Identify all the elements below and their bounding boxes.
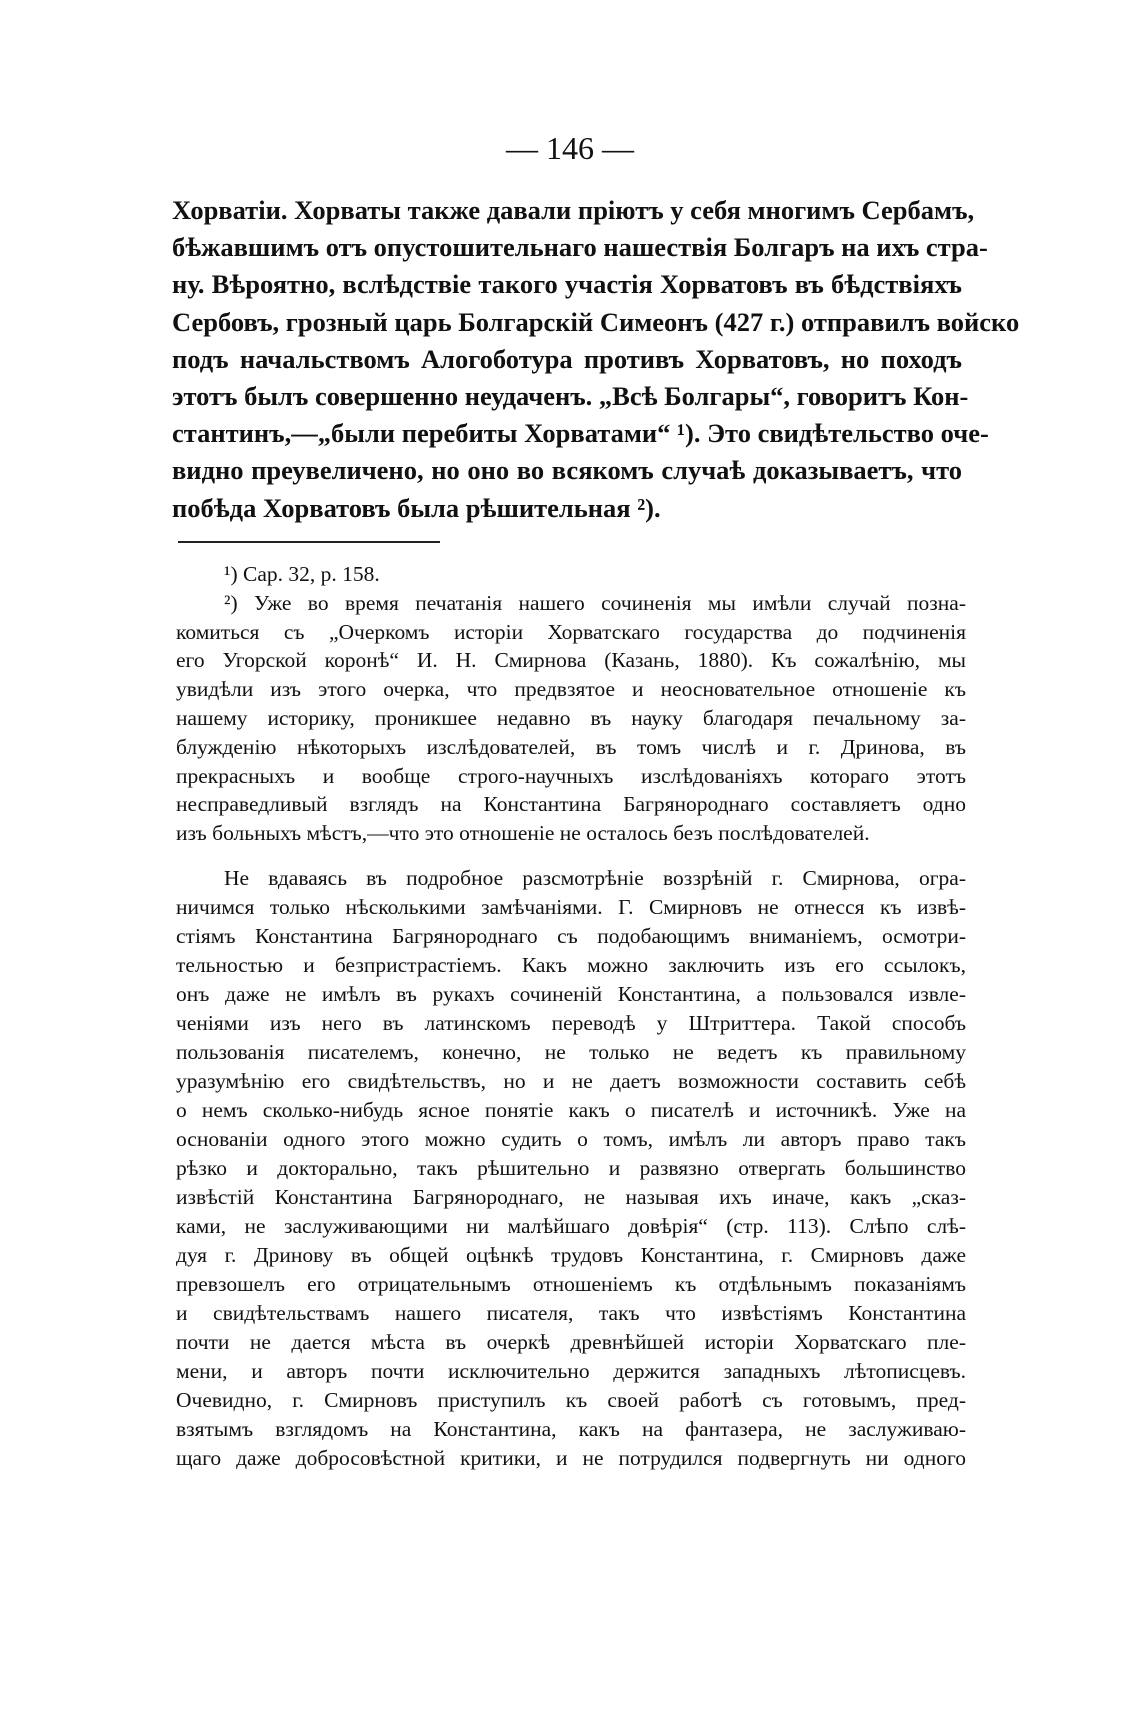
- main-text-line: бѣжавшимъ отъ опустошительнаго нашествія Болгаръ на ихъ стра-: [172, 232, 988, 263]
- main-text-line: побѣда Хорватовъ была рѣшительная ²).: [172, 492, 661, 523]
- footnote-2-line: увидѣли изъ этого очерка, что предвзятое и неосновательное отношеніе къ: [176, 677, 966, 702]
- continuation-line: рѣзко и докторально, такъ рѣшительно и развязно отвергать большинство: [176, 1156, 966, 1180]
- continuation-line: взятымъ взглядомъ на Константина, какъ на фантазера, не заслуживаю-: [176, 1417, 966, 1441]
- footnotes: [176, 560, 966, 848]
- continuation-line: извѣстій Константина Багрянороднаго, не называя ихъ иначе, какъ „сказ-: [176, 1185, 966, 1209]
- footnote-divider: [178, 541, 440, 543]
- main-text-line: Хорватіи. Хорваты также давали пріютъ у себя многимъ Сербамъ,: [172, 195, 975, 225]
- continuation-line: превзошелъ его отрицательнымъ отношеніемъ къ отдѣльнымъ показаніямъ: [176, 1272, 966, 1296]
- continuation-line: Очевидно, г. Смирновъ приступилъ къ своей работѣ съ готовымъ, пред-: [176, 1388, 966, 1412]
- continuation-line: стіямъ Константина Багрянороднаго съ подобающимъ вниманіемъ, осмотри-: [176, 924, 966, 948]
- continuation-line: мени, и авторъ почти исключительно держится западныхъ лѣтописцевъ.: [176, 1359, 966, 1383]
- continuation-line: уразумѣнію его свидѣтельствъ, но и не даетъ возможности составить себѣ: [176, 1069, 966, 1093]
- footnote-2-line: нашему историку, проникшее недавно въ науку благодаря печальному за-: [176, 705, 966, 730]
- footnote-continuation: [176, 864, 966, 1473]
- footnote-2-line: несправедливый взглядъ на Константина Багрянороднаго составляетъ одно: [176, 792, 966, 817]
- main-text: [172, 192, 1020, 527]
- continuation-line: ками, не заслуживающими ни малѣйшаго довѣрія“ (стр. 113). Слѣпо слѣ-: [176, 1214, 966, 1238]
- main-text-line: Сербовъ, грозный царь Болгарскій Симеонъ (427 г.) отправилъ войско: [172, 306, 1020, 337]
- main-text-line: подъ начальствомъ Алогоботура противъ Хорватовъ, но походъ: [172, 343, 962, 374]
- footnote-2-line: изъ больныхъ мѣстъ,—что это отношеніе не осталось безъ послѣдователей.: [176, 821, 870, 846]
- footnote-1: ¹) Cap. 32, p. 158.: [224, 562, 380, 586]
- main-text-line: ну. Вѣроятно, вслѣдствіе такого участія Хорватовъ въ бѣдствіяхъ: [172, 269, 962, 300]
- continuation-line: дуя г. Дринову въ общей оцѣнкѣ трудовъ Константина, г. Смирновъ даже: [176, 1243, 966, 1267]
- footnote-2-line: его Угорской коронѣ“ И. Н. Смирнова (Казань, 1880). Къ сожалѣнію, мы: [176, 648, 966, 673]
- continuation-line: ничимся только нѣсколькими замѣчаніями. Г. Смирновъ не отнесся къ извѣ-: [176, 895, 966, 919]
- footnote-2-line: прекрасныхъ и вообще строго-научныхъ изслѣдованіяхъ котораго этотъ: [176, 763, 966, 788]
- continuation-line: щаго даже добросовѣстной критики, и не потрудился подвергнуть ни одного: [176, 1446, 966, 1470]
- continuation-line: онъ даже не имѣлъ въ рукахъ сочиненій Константина, а пользовался извле-: [176, 982, 966, 1006]
- continuation-line: основаніи одного этого можно судить о томъ, имѣлъ ли авторъ право такъ: [176, 1127, 966, 1151]
- page-number: — 146 —: [506, 130, 634, 166]
- main-text-line: этотъ былъ совершенно неудаченъ. „Всѣ Болгары“, говоритъ Кон-: [172, 381, 969, 412]
- footnote-2-line: ²) Уже во время печатанія нашего сочиненія мы имѣли случай позна-: [224, 590, 966, 615]
- footnote-2-line: блужденію нѣкоторыхъ изслѣдователей, въ томъ числѣ и г. Дринова, въ: [176, 734, 966, 759]
- footnote-2-line: комиться съ „Очеркомъ исторіи Хорватскаго государства до подчиненія: [176, 619, 966, 644]
- continuation-line: почти не дается мѣста въ очеркѣ древнѣйшей исторіи Хорватскаго пле-: [176, 1330, 966, 1354]
- continuation-line: тельностью и безпристрастіемъ. Какъ можно заключить изъ его ссылокъ,: [176, 953, 966, 977]
- main-text-line: видно преувеличено, но оно во всякомъ случаѣ доказываетъ, что: [172, 455, 962, 486]
- continuation-line: Не вдаваясь въ подробное разсмотрѣніе воззрѣній г. Смирнова, огра-: [224, 866, 966, 890]
- continuation-line: пользованія писателемъ, конечно, не только не ведетъ къ правильному: [176, 1040, 966, 1064]
- continuation-line: и свидѣтельствамъ нашего писателя, такъ что извѣстіямъ Константина: [176, 1301, 966, 1325]
- continuation-line: ченіями изъ него въ латинскомъ переводѣ у Штриттера. Такой способъ: [176, 1011, 966, 1035]
- continuation-line: о немъ сколько-нибудь ясное понятіе какъ о писателѣ и источникѣ. Уже на: [176, 1098, 966, 1122]
- main-text-line: стантинъ,—„были перебиты Хорватами“ ¹). Это свидѣтельство оче-: [172, 418, 989, 449]
